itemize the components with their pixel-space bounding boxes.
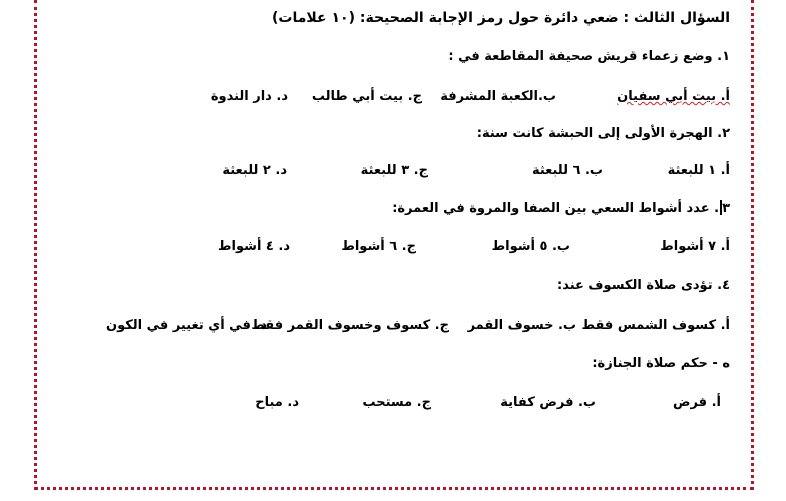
- question-4-text: ٤. تؤدى صلاة الكسوف عند:: [557, 278, 730, 293]
- q5-option-d[interactable]: د. مباح: [255, 395, 299, 410]
- q2-option-c[interactable]: ج. ٣ للبعثة: [360, 163, 428, 178]
- q3-option-c[interactable]: ج. ٦ أشواط: [341, 239, 416, 254]
- question-3-number: ٣: [722, 201, 730, 216]
- question-4-options: [0, 317, 786, 335]
- q2-option-b[interactable]: ب. ٦ للبعثة: [531, 163, 603, 178]
- q1-option-d[interactable]: د. دار الندوة: [210, 89, 288, 104]
- q4-option-c[interactable]: ج. كسوف وخسوف القمر فقط: [251, 318, 449, 333]
- q5-option-a[interactable]: أ. فرض: [672, 395, 721, 410]
- q4-option-b[interactable]: ب. خسوف القمر: [467, 318, 576, 333]
- q3-option-b[interactable]: ب. ٥ أشواط: [491, 239, 570, 254]
- question-header: السؤال الثالث : ضعي دائرة حول رمز الإجابة الصحيحة: (١٠ علامات): [272, 10, 730, 26]
- q4-option-a[interactable]: أ. كسوف الشمس فقط: [581, 318, 730, 333]
- q5-option-b[interactable]: ب. فرض كفاية: [500, 395, 596, 410]
- question-2-options: [0, 162, 786, 180]
- question-3-text: [392, 200, 730, 218]
- q1-option-a[interactable]: أ. بيت أبي سفيان: [617, 89, 730, 104]
- q1-option-c[interactable]: ج. بيت أبي طالب: [311, 89, 422, 104]
- q2-option-a[interactable]: أ. ١ للبعثة: [667, 163, 730, 178]
- q3-option-d[interactable]: د. ٤ أشواط: [218, 239, 290, 254]
- q2-option-d[interactable]: د. ٢ للبعثة: [222, 163, 287, 178]
- question-3-options: [0, 238, 786, 256]
- q3-option-a[interactable]: أ. ٧ أشواط: [660, 239, 730, 254]
- question-5-text: ه - حكم صلاة الجنازة:: [592, 356, 730, 371]
- question-3-body: . عدد أشواط السعي بين الصفا والمروة في العمرة:: [392, 201, 720, 216]
- q5-option-c[interactable]: ج. مستحب: [362, 395, 431, 410]
- question-2-text: ٢. الهجرة الأولى إلى الحبشة كانت سنة:: [476, 126, 730, 141]
- q1-option-b[interactable]: ب.الكعبة المشرفة: [440, 89, 556, 104]
- q4-option-d[interactable]: د. في أي تغيير في الكون: [105, 318, 267, 333]
- question-1-options: [0, 88, 786, 106]
- question-5-options: [0, 394, 786, 412]
- question-1-text: ١. وضع زعماء قريش صحيفة المقاطعة في :: [448, 49, 730, 64]
